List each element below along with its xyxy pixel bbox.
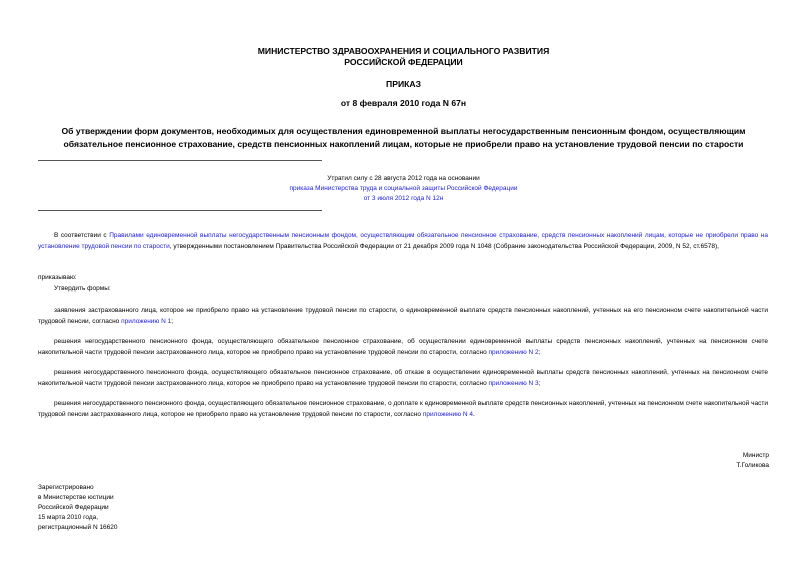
order-word: приказываю: (38, 274, 77, 281)
registration-block (38, 483, 118, 533)
status-note-link-line2 (0, 184, 807, 194)
appendix-1-link[interactable]: приложению N 1 (121, 318, 172, 325)
form-item-end: ; (538, 380, 541, 387)
appendix-4-link[interactable]: приложению N 4 (422, 411, 473, 418)
divider-bottom (38, 210, 322, 211)
status-note-line1: Утратил силу с 28 августа 2012 года на основании (327, 175, 480, 182)
form-item-text: решения негосударственного пенсионного фонда, осуществляющего обязательное пенсионное страхование, об отказе в осуществлении единовременной выплаты средств пенсионных накоплений, учтенных на пенсионном счете накопительной части трудовой пенсии застрахованного лица, которое не приобрело право на установление трудовой пенсии по старости, согласно (38, 369, 768, 387)
form-item-text: заявления застрахованного лица, которое не приобрело право на установление трудовой пенсии по старости, о единовременной выплате средств пенсионных накоплений, учтенных на его пенсионном счете накопительной части трудовой пенсии, согласно (38, 307, 768, 325)
form-item-4 (38, 398, 768, 420)
divider-top (38, 160, 322, 161)
signer-position: Министр (742, 452, 769, 459)
preamble-text-before: В соответствии с (54, 232, 110, 239)
form-item-text: решения негосударственного пенсионного фонда, осуществляющего обязательное пенсионное страхование, об осуществлении единовременной выплаты средств пенсионных накоплений, учтенных на пенсионном счете накопительной части трудовой пенсии застрахованного лица, которое не приобрело право на установление трудовой пенсии по старости, согласно (38, 338, 768, 356)
form-item-end: . (472, 411, 475, 418)
registration-line5: регистрационный N 16620 (38, 524, 118, 531)
form-item-2 (38, 336, 768, 358)
document-type: ПРИКАЗ (386, 79, 421, 89)
preamble-paragraph (38, 230, 768, 252)
form-item-1 (38, 305, 768, 327)
registration-line4: 15 марта 2010 года, (38, 514, 99, 521)
form-item-end: ; (171, 318, 174, 325)
appendix-3-link[interactable]: приложению N 3 (488, 380, 539, 387)
ministry-name-line2: РОССИЙСКОЙ ФЕДЕРАЦИИ (344, 57, 463, 67)
document-title-line2: обязательное пенсионное страхование, средств пенсионных накоплений лицам, которые не приобрели право на установление трудовой пенсии по старости (63, 139, 744, 149)
appendix-2-link[interactable]: приложению N 2 (488, 349, 539, 356)
ministry-name-line1: МИНИСТЕРСТВО ЗДРАВООХРАНЕНИЯ И СОЦИАЛЬНОГО РАЗВИТИЯ (257, 46, 550, 56)
form-item-text: решения негосударственного пенсионного фонда, осуществляющего обязательное пенсионное страхование, о доплате к единовременной выплате средств пенсионных накоплений, учтенных на пенсионном счете накопительной части трудовой пенсии застрахованного лица, которое не приобрело право на установление трудовой пенсии по старости, согласно (38, 400, 768, 418)
registration-line2: в Министерстве юстиции (38, 494, 114, 501)
repeal-order-date-link[interactable]: от 3 июля 2012 года N 12н (363, 195, 444, 202)
document-title-line1: Об утверждении форм документов, необходимых для осуществления единовременной выплаты негосударственным пенсионным фондом, осуществляющим (61, 126, 746, 136)
registration-line3: Российской Федерации (38, 504, 109, 511)
document-title (30, 125, 777, 151)
preamble-text-after: , утвержденными постановлением Правительства Российской Федерации от 21 декабря 2009 года N 1048 (Собрание законодательства Российской Федерации, 2009, N 52, ст.6578), (169, 243, 719, 250)
approve-line: Утвердить формы: (54, 285, 111, 292)
status-note-link-line3 (0, 194, 807, 204)
form-item-end: ; (538, 349, 541, 356)
repeal-order-link[interactable]: приказа Министерства труда и социальной защиты Российской Федерации (289, 185, 518, 192)
document-date: от 8 февраля 2010 года N 67н (340, 98, 467, 108)
signer-name: Т.Голикова (736, 462, 769, 469)
form-item-3 (38, 367, 768, 389)
registration-line1: Зарегистрировано (38, 484, 94, 491)
rules-link[interactable]: Правилами единовременной выплаты негосударственным пенсионным фондом, осуществляющим обязательное пенсионное страхование, средств пенсионных накоплений лицам, которые не приобрели право на установление трудовой пенсии по старости (38, 232, 769, 250)
